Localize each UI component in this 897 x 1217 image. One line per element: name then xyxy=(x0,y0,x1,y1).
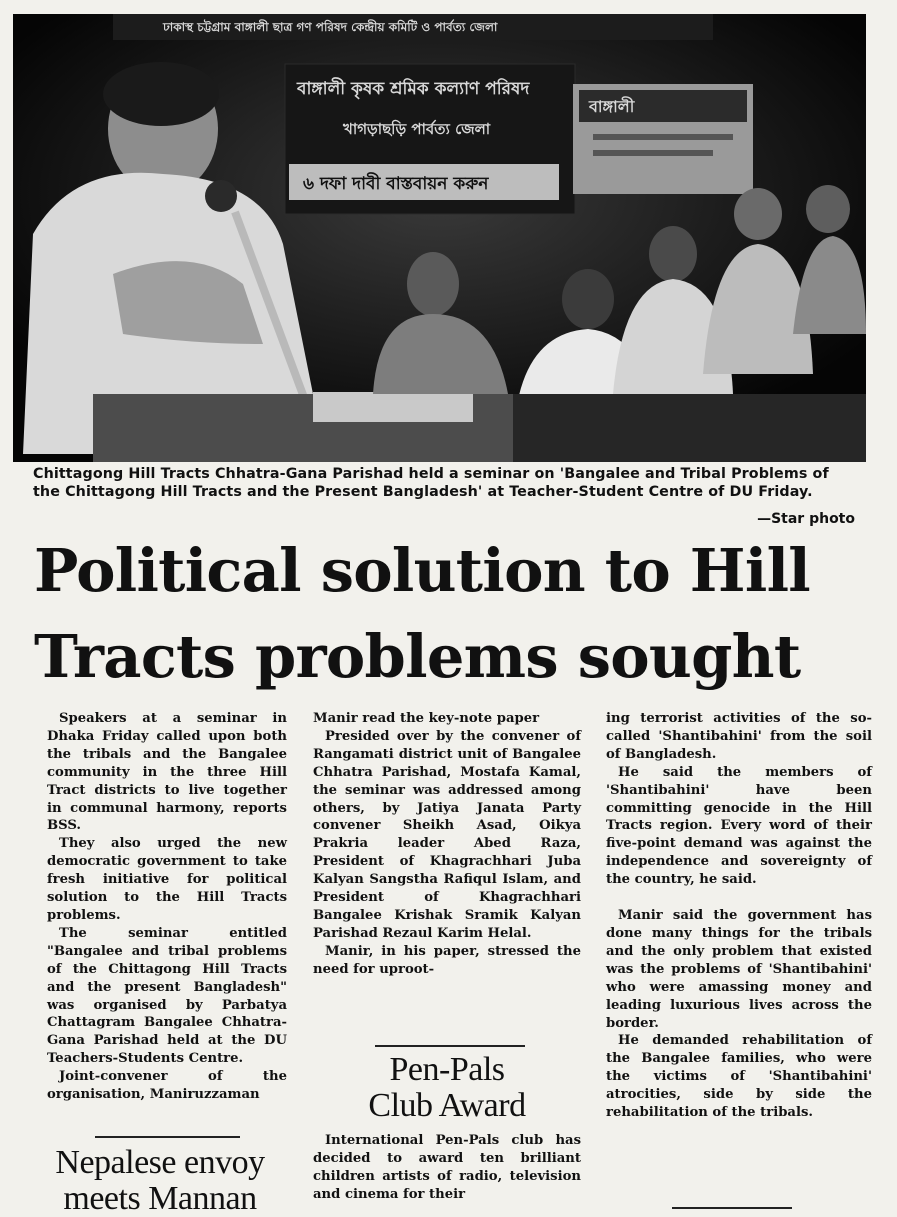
paragraph: Presided over by the convener of Rangamati district unit of Bangalee Chhatra Parishad, Mostafa Kamal, the seminar was addressed among others, by Jatiya Janata Party convener Sheikh Asad, Oikya Prakria leader Abed Raza, President of Khagrachhari Juba Kalyan Sangstha Rafiqul Islam, and President of Khagrachhari Bangalee Krishak Sramik Kalyan Parishad Rezaul Karim Helal. xyxy=(313,728,581,941)
photo-caption: Chittagong Hill Tracts Chhatra-Gana Parishad held a seminar on 'Bangalee and Tribal Problems of the Chittagong Hill Tracts and the Present Bangladesh' at Teacher-Student Centre of DU Friday. xyxy=(33,466,829,500)
nepal-headline xyxy=(20,1145,300,1217)
paragraph: International Pen-Pals club has decided to award ten brilliant children artists of radio, television and cinema for their xyxy=(313,1133,581,1202)
paragraph: Joint-convener of the organisation, Maniruzzaman xyxy=(47,1069,287,1103)
photo-banner-right: বাঙ্গালী xyxy=(589,97,635,116)
nepal-headline-line-1: Nepalese envoy xyxy=(55,1144,265,1181)
photo-banner-line3: ৬ দফা দাবী বাস্তবায়ন করুন xyxy=(303,174,489,194)
photo-credit: —Star photo xyxy=(757,511,855,527)
article-column-3 xyxy=(606,710,872,1122)
paragraph: Manir said the government has done many things for the tribals and the only problem that existed was the problems of 'Shantibahini' who were amassing money and leading luxurious lives across the border. xyxy=(606,908,872,1031)
article-column-2 xyxy=(313,710,581,979)
divider-rule xyxy=(375,1045,525,1047)
paragraph: He demanded rehabilitation of the Bangalee families, who were the victims of 'Shantibahini' atrocities, side by side the rehabilitation of the tribals. xyxy=(606,1033,872,1121)
paragraph: Manir read the key-note paper xyxy=(313,711,540,726)
headline-line-1: Political solution to Hill xyxy=(34,536,810,605)
paragraph: Manir, in his paper, stressed the need for uproot- xyxy=(313,943,581,977)
photo-banner-top: ঢাকাস্থ চট্টগ্রাম বাঙ্গালী ছাত্র গণ পরিষদ কেন্দ্রীয় কমিটি ও পার্বত্য জেলা xyxy=(163,20,498,34)
article-column-1 xyxy=(47,710,287,1104)
paragraph: He said the members of 'Shantibahini' have been committing genocide in the Hill Tracts region. Every word of their five-point demand was against the independence and sovereignty of the country, he said. xyxy=(606,764,872,888)
penpals-body xyxy=(313,1132,581,1204)
paragraph: The seminar entitled "Bangalee and tribal problems of the Chittagong Hill Tracts and the present Bangladesh" was organised by Parbatya Chattagram Bangalee Chhatra-Gana Parishad held at the DU Teachers-Students Centre. xyxy=(47,925,287,1067)
penpals-headline-line-2: Club Award xyxy=(368,1087,526,1124)
divider-rule xyxy=(95,1136,240,1138)
photo-banner-line2: খাগড়াছড়ি পার্বত্য জেলা xyxy=(343,120,491,138)
news-photo xyxy=(13,14,866,462)
headline-line-2: Tracts problems sought xyxy=(34,622,801,691)
paragraph: They also urged the new democratic government to take fresh initiative for political solution to the Hill Tracts problems. xyxy=(47,836,287,923)
penpals-headline xyxy=(313,1052,581,1124)
paragraph: Speakers at a seminar in Dhaka Friday called upon both the tribals and the Bangalee community in the three Hill Tract districts to live together in communal harmony, reports BSS. xyxy=(47,711,287,834)
penpals-headline-line-1: Pen-Pals xyxy=(389,1051,505,1088)
nepal-headline-line-2: meets Mannan xyxy=(63,1180,257,1217)
photo-banner-line1: বাঙ্গালী কৃষক শ্রমিক কল্যাণ পরিষদ xyxy=(297,79,530,99)
divider-rule xyxy=(672,1207,792,1209)
paragraph: ing terrorist activities of the so-called 'Shantibahini' from the soil of Bangladesh. xyxy=(606,711,872,762)
seminar-photo-illustration xyxy=(13,14,866,462)
